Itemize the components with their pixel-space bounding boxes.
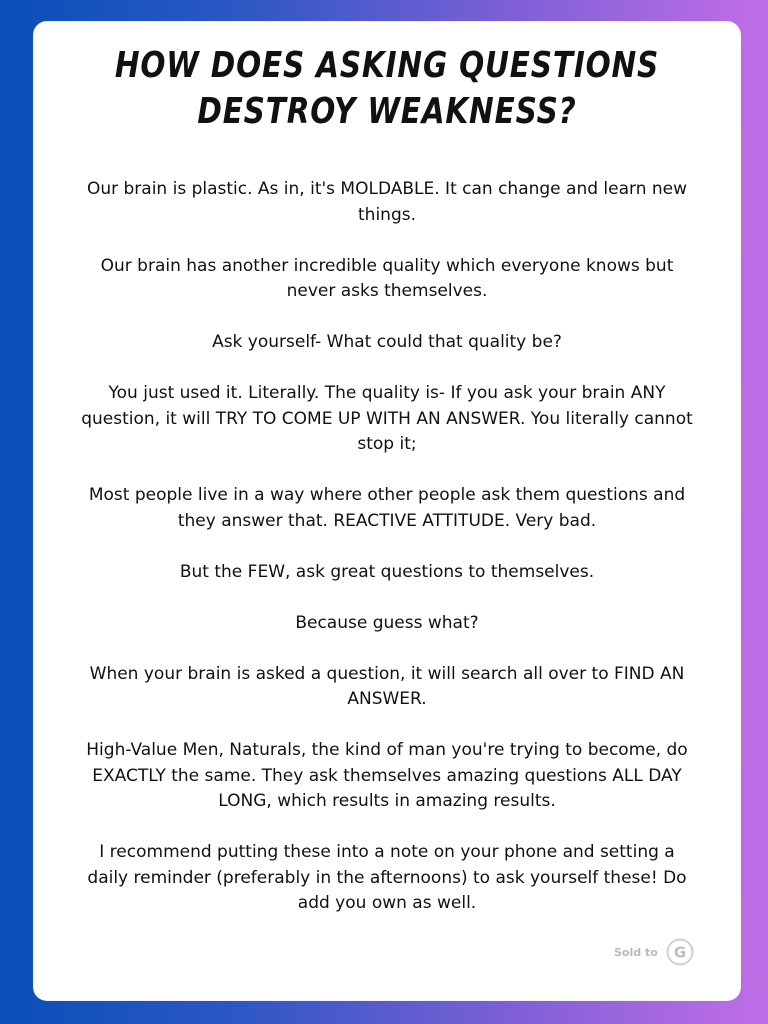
- paragraph: You just used it. Literally. The quality is- If you ask your brain ANY question, it will TRY TO COME UP WITH AN ANSWER. You literally cannot stop it;: [81, 383, 693, 454]
- paragraph: Because guess what?: [295, 612, 479, 633]
- sold-to-watermark: [614, 938, 694, 966]
- paragraph: Our brain is plastic. As in, it's MOLDABLE. It can change and learn new things.: [86, 179, 688, 225]
- paragraph: Most people live in a way where other people ask them questions and they answer that. REACTIVE ATTITUDE. Very bad.: [88, 485, 686, 531]
- logo-letter: G: [673, 943, 686, 962]
- g-logo-icon: [666, 938, 694, 966]
- page-title: [97, 43, 678, 135]
- paragraph: I recommend putting these into a note on your phone and setting a daily reminder (preferably in the afternoons) to ask yourself these! Do add you own as well.: [87, 842, 687, 913]
- paragraph: Ask yourself- What could that quality be?: [212, 332, 562, 352]
- paragraph: When your brain is asked a question, it will search all over to FIND AN ANSWER.: [89, 663, 685, 709]
- paragraph: But the FEW, ask great questions to themselves.: [179, 561, 595, 582]
- paragraph: Our brain has another incredible quality which everyone knows but never asks themselves.: [100, 255, 674, 301]
- article-body: [81, 177, 693, 917]
- title-line-1: HOW DOES ASKING QUESTIONS: [114, 45, 660, 86]
- watermark-text: Sold to: [614, 945, 658, 959]
- content-card: [33, 21, 741, 1001]
- paragraph: High-Value Men, Naturals, the kind of man you're trying to become, do EXACTLY the same. They ask themselves amazing questions ALL DAY LONG, which results in amazing results.: [86, 740, 688, 811]
- title-line-2: DESTROY WEAKNESS?: [197, 91, 577, 132]
